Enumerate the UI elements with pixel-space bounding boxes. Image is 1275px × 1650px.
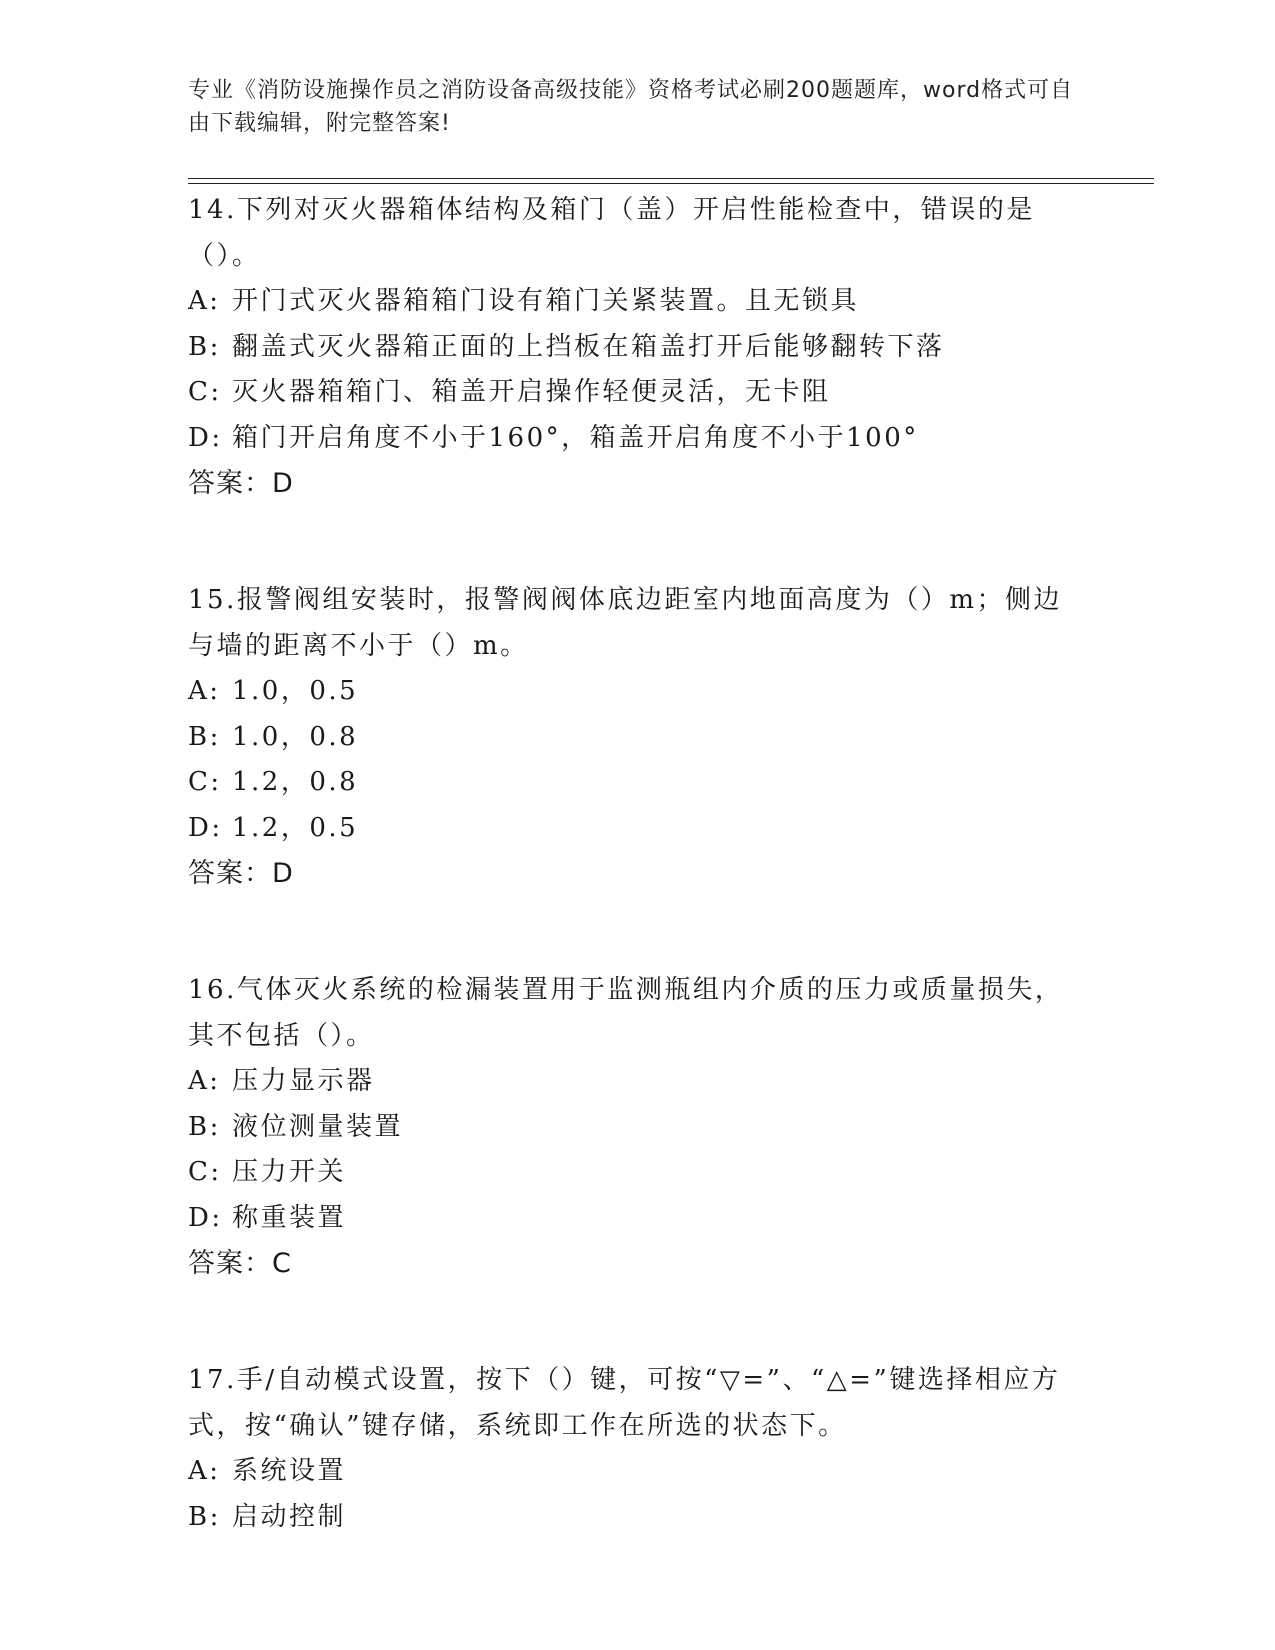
document-header (188, 74, 1088, 140)
option-letter: C: (188, 377, 222, 407)
option-text: 开门式灭火器箱箱门设有箱门关紧装置。且无锁具 (232, 286, 860, 316)
option-text: 1.0，0.8 (232, 721, 359, 752)
question-stem: 17.手/自动模式设置，按下（）键，可按“▽=”、“△=”键选择相应方式，按“确认”键存储，系统即工作在所选的状态下。 (188, 1365, 1061, 1441)
question-stem: 14.下列对灭火器箱体结构及箱门（盖）开启性能检查中，错误的是（）。 (188, 195, 1035, 271)
question-gap (188, 529, 1088, 577)
header-divider-bottom (188, 183, 1154, 184)
option-letter: A: (188, 1456, 221, 1486)
option-b (188, 1495, 1088, 1541)
question-17 (188, 1357, 1088, 1540)
option-letter: B: (188, 721, 221, 752)
option-letter: B: (188, 1111, 221, 1142)
option-letter: B: (188, 1501, 221, 1532)
option-b (188, 1105, 1088, 1151)
answer-label: 答案：D (188, 468, 294, 499)
option-c (188, 370, 1088, 416)
option-text: 灭火器箱箱门、箱盖开启操作轻便灵活，无卡阻 (232, 377, 831, 407)
option-text: 称重装置 (232, 1202, 347, 1233)
option-text: 系统设置 (232, 1456, 347, 1486)
option-text: 1.0，0.5 (232, 676, 359, 706)
option-text: 箱门开启角度不小于160°，箱盖开启角度不小于100° (232, 422, 919, 453)
option-d (188, 1196, 1088, 1242)
question-list (188, 187, 1088, 1562)
option-letter: B: (188, 331, 221, 362)
question-stem: 15.报警阀组安装时，报警阀阀体底边距室内地面高度为（）m；侧边与墙的距离不小于（）m。 (188, 585, 1063, 661)
answer-label: 答案：D (188, 858, 294, 889)
question-gap (188, 1309, 1088, 1357)
question-14 (188, 187, 1088, 507)
option-letter: A: (188, 676, 221, 706)
question-16 (188, 967, 1088, 1287)
option-text: 1.2，0.5 (232, 812, 359, 843)
option-a (188, 1059, 1088, 1105)
question-stem: 16.气体灭火系统的检漏装置用于监测瓶组内介质的压力或质量损失，其不包括（）。 (188, 975, 1064, 1051)
answer-label: 答案：C (188, 1248, 292, 1279)
header-text: 专业《消防设施操作员之消防设备高级技能》资格考试必刷200题题库，word格式可自由下载编辑，附完整答案! (188, 78, 1074, 136)
question-gap (188, 919, 1088, 967)
option-letter: D: (188, 1202, 223, 1233)
option-d (188, 416, 1088, 462)
question-15 (188, 577, 1088, 897)
option-a (188, 279, 1088, 325)
option-text: 1.2，0.8 (232, 767, 359, 797)
option-text: 翻盖式灭火器箱正面的上挡板在箱盖打开后能够翻转下落 (232, 331, 945, 362)
option-c (188, 1150, 1088, 1196)
option-b (188, 325, 1088, 371)
option-text: 压力显示器 (232, 1066, 375, 1096)
option-letter: D: (188, 812, 223, 843)
option-a (188, 669, 1088, 715)
option-text: 液位测量装置 (232, 1111, 404, 1142)
option-letter: D: (188, 422, 223, 453)
option-text: 启动控制 (232, 1501, 347, 1532)
option-letter: A: (188, 286, 221, 316)
option-c (188, 760, 1088, 806)
option-d (188, 806, 1088, 852)
option-b (188, 715, 1088, 761)
option-text: 压力开关 (232, 1157, 347, 1187)
option-a (188, 1449, 1088, 1495)
option-letter: A: (188, 1066, 221, 1096)
header-divider-top (188, 178, 1154, 179)
option-letter: C: (188, 1157, 222, 1187)
option-letter: C: (188, 767, 222, 797)
